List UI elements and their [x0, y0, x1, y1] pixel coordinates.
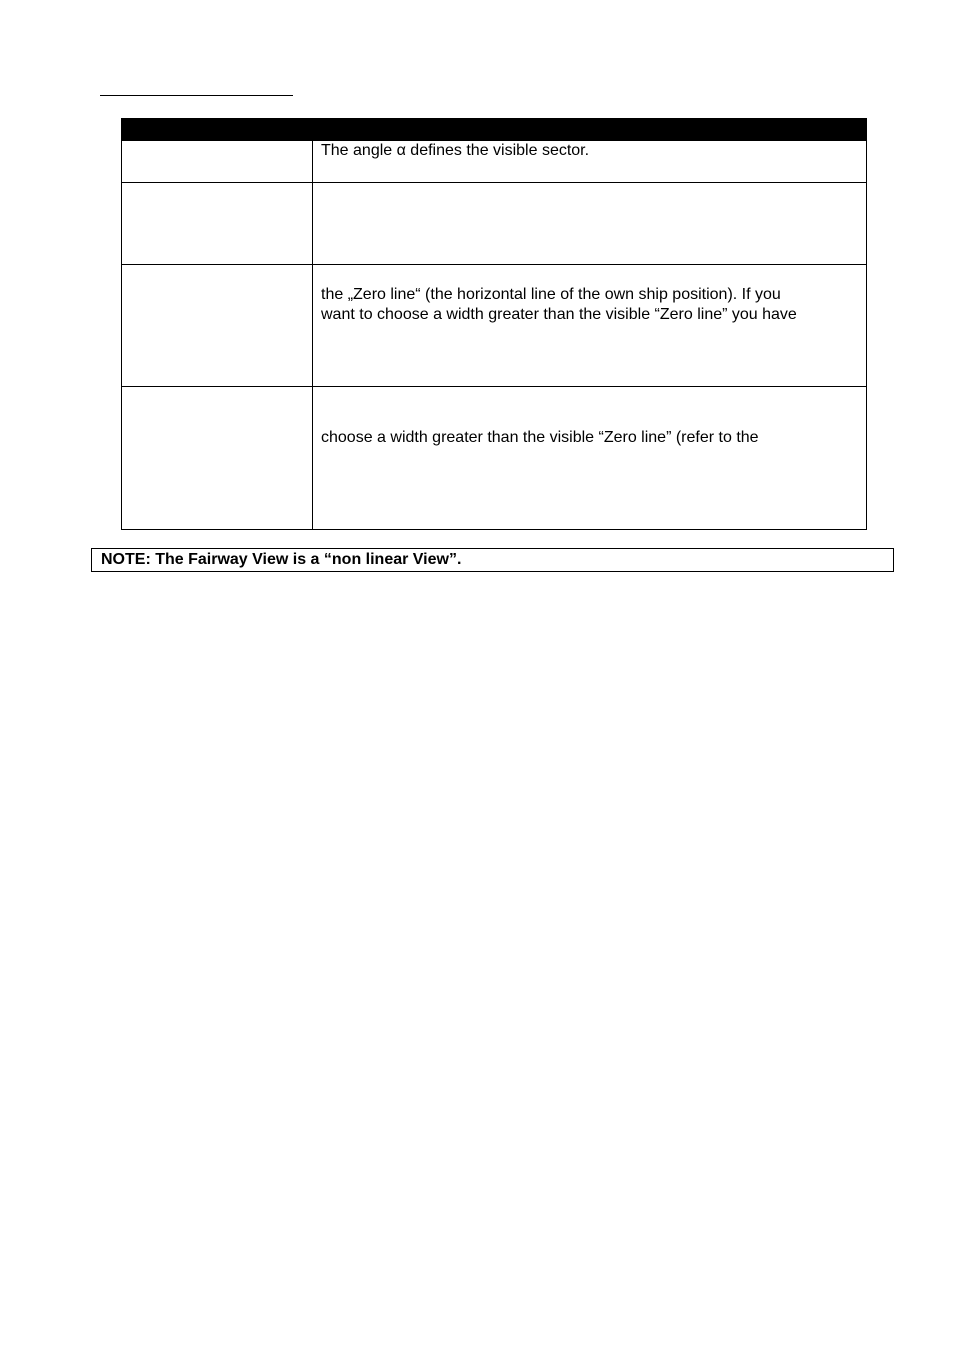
table-header-cell-1	[122, 119, 313, 141]
note-box	[91, 548, 894, 572]
table-row	[122, 141, 867, 183]
table-header-cell-2	[313, 119, 867, 141]
table-header-row	[122, 119, 867, 141]
table-cell-description	[313, 141, 867, 183]
table-row	[122, 265, 867, 387]
table-cell-description	[313, 183, 867, 265]
note-text: NOTE: The Fairway View is a “non linear View”.	[101, 551, 462, 568]
table-cell-description	[313, 265, 867, 387]
table-cell-description	[313, 387, 867, 530]
table-cell-label	[122, 183, 313, 265]
table-cell-label	[122, 265, 313, 387]
table-row	[122, 387, 867, 530]
table-cell-label	[122, 387, 313, 530]
table-row	[122, 183, 867, 265]
description-text: The angle α defines the visible sector.	[321, 142, 590, 159]
table-cell-label	[122, 141, 313, 183]
description-text: choose a width greater than the visible “Zero line” (refer to the	[321, 429, 759, 446]
parameter-table	[121, 118, 867, 530]
section-heading-underline	[100, 95, 293, 96]
description-text: the „Zero line“ (the horizontal line of the own ship position). If you want to choose a width greater than the visible “Zero line” you have	[321, 286, 797, 323]
